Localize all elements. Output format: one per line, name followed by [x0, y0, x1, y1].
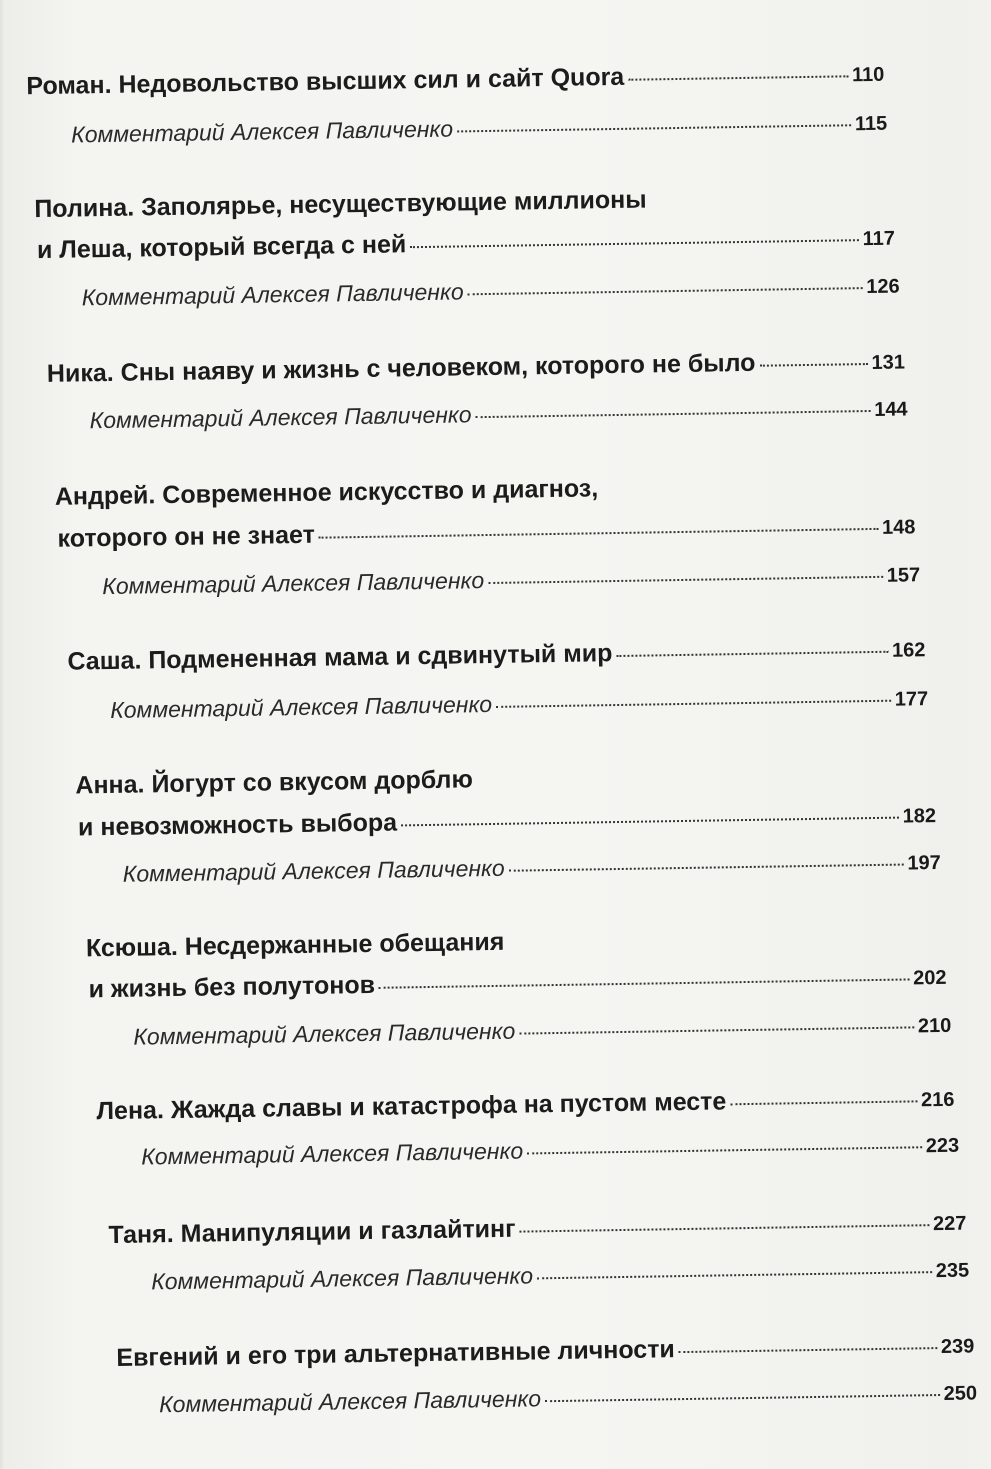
toc-entry-nika[interactable]	[47, 346, 905, 388]
toc-entry-ksyusha[interactable]	[88, 962, 946, 1004]
dot-leader	[496, 700, 891, 708]
toc-entry-comment[interactable]	[82, 272, 900, 312]
toc-entry-title: Полина. Заполярье, несуществующие миллионы	[34, 185, 647, 224]
toc-entry-title: Комментарий Алексея Павличенко	[158, 1385, 542, 1418]
dot-leader	[410, 239, 858, 248]
page-number: 197	[907, 851, 941, 875]
toc-entry-title: и невозможность выбора	[77, 808, 398, 842]
dot-leader	[476, 410, 871, 418]
dot-leader	[379, 978, 909, 988]
dot-leader	[468, 287, 863, 295]
toc-entry-andrey[interactable]	[57, 511, 915, 553]
dot-leader	[457, 124, 851, 132]
toc-entry-title: Саша. Подмененная мама и сдвинутый мир	[67, 639, 613, 676]
toc-entry-evgeniy[interactable]	[116, 1330, 974, 1372]
page-number: 216	[920, 1088, 955, 1112]
toc-entry-title: Комментарий Алексея Павличенко	[81, 278, 464, 311]
toc-entry-lena[interactable]	[96, 1084, 954, 1126]
toc-entry-title: Таня. Манипуляции и газлайтинг	[108, 1214, 516, 1250]
toc-entry-title: Анна. Йогурт со вкусом дорблю	[75, 765, 474, 800]
toc-entry-title: Евгений и его три альтернативные личности	[116, 1335, 676, 1372]
toc-entry-title: Комментарий Алексея Павличенко	[122, 854, 505, 887]
toc-entry-title: Ксюша. Несдержанные обещания	[85, 927, 505, 963]
dot-leader	[545, 1394, 940, 1402]
toc-entry-comment[interactable]	[123, 848, 941, 888]
page-number: 110	[851, 63, 885, 87]
toc-entry-comment[interactable]	[110, 684, 928, 724]
page-number: 157	[886, 564, 921, 587]
page-number: 162	[891, 639, 926, 662]
toc-entry-title: Андрей. Современное искусство и диагноз,	[54, 474, 599, 511]
toc-entry-ksyusha-line1[interactable]	[86, 921, 946, 964]
dot-leader	[616, 651, 888, 657]
page-number: 223	[925, 1134, 960, 1158]
toc-entry-comment[interactable]	[133, 1011, 951, 1051]
toc-entry-title: Комментарий Алексея Павличенко	[89, 401, 472, 434]
toc-entry-title: и Леша, который всегда с ней	[36, 230, 407, 265]
page-number: 235	[935, 1259, 970, 1283]
dot-leader	[319, 528, 878, 539]
toc-entry-title: и жизнь без полутонов	[88, 970, 376, 1004]
dot-leader	[509, 864, 904, 872]
page-number: 126	[866, 275, 900, 299]
toc-entry-comment[interactable]	[89, 394, 907, 434]
page-number: 182	[902, 805, 937, 828]
page-number: 117	[862, 227, 896, 251]
page-number: 115	[854, 112, 888, 136]
toc-entry-polina[interactable]	[37, 223, 895, 265]
dot-leader	[537, 1271, 932, 1279]
toc-entry-title: Комментарий Алексея Павличенко	[133, 1017, 516, 1050]
toc-entry-polina-line1[interactable]	[34, 182, 894, 225]
page-number: 227	[932, 1212, 967, 1236]
toc-entry-comment[interactable]	[151, 1256, 969, 1296]
page-number: 144	[874, 398, 908, 421]
dot-leader	[519, 1026, 914, 1034]
page-number: 250	[943, 1382, 978, 1405]
toc-entry-comment[interactable]	[159, 1378, 977, 1418]
toc-entry-comment[interactable]	[141, 1131, 959, 1171]
toc-entry-title: Ника. Сны наяву и жизнь с человеком, которого не было	[46, 348, 756, 388]
toc-entry-anna[interactable]	[78, 800, 936, 842]
toc-entry-title: Лена. Жажда славы и катастрофа на пустом месте	[96, 1087, 727, 1126]
toc-entry-andrey-line1[interactable]	[55, 469, 915, 512]
toc-entry-anna-line1[interactable]	[75, 758, 935, 801]
toc-entry-sasha[interactable]	[67, 634, 925, 676]
toc-entry-tanya[interactable]	[108, 1208, 966, 1250]
page-number: 210	[917, 1014, 952, 1038]
dot-leader	[759, 363, 867, 367]
toc-entry-title: Комментарий Алексея Павличенко	[70, 115, 454, 148]
toc-entry-title: Комментарий Алексея Павличенко	[102, 567, 485, 600]
toc-entry-title: Комментарий Алексея Павличенко	[150, 1262, 534, 1295]
page-number: 148	[881, 516, 916, 539]
dot-leader	[527, 1146, 922, 1154]
dot-leader	[679, 1347, 937, 1353]
dot-leader	[730, 1100, 917, 1105]
dot-leader	[488, 576, 883, 584]
dot-leader	[628, 75, 848, 80]
page-number: 239	[940, 1335, 975, 1359]
toc-entry-comment[interactable]	[102, 560, 920, 600]
page-number: 177	[894, 688, 929, 711]
toc-entry-title: Комментарий Алексея Павличенко	[110, 690, 493, 723]
dot-leader	[401, 817, 899, 827]
toc-entry-roman[interactable]	[26, 59, 884, 101]
page-number: 131	[871, 351, 906, 374]
toc-entry-title: Роман. Недовольство высших сил и сайт Quora	[26, 62, 625, 101]
toc-entry-comment[interactable]	[71, 109, 887, 149]
dot-leader	[520, 1224, 929, 1232]
toc-entry-title: которого он не знает	[57, 520, 316, 553]
page-number: 202	[912, 966, 947, 990]
toc-entry-title: Комментарий Алексея Павличенко	[141, 1137, 524, 1170]
